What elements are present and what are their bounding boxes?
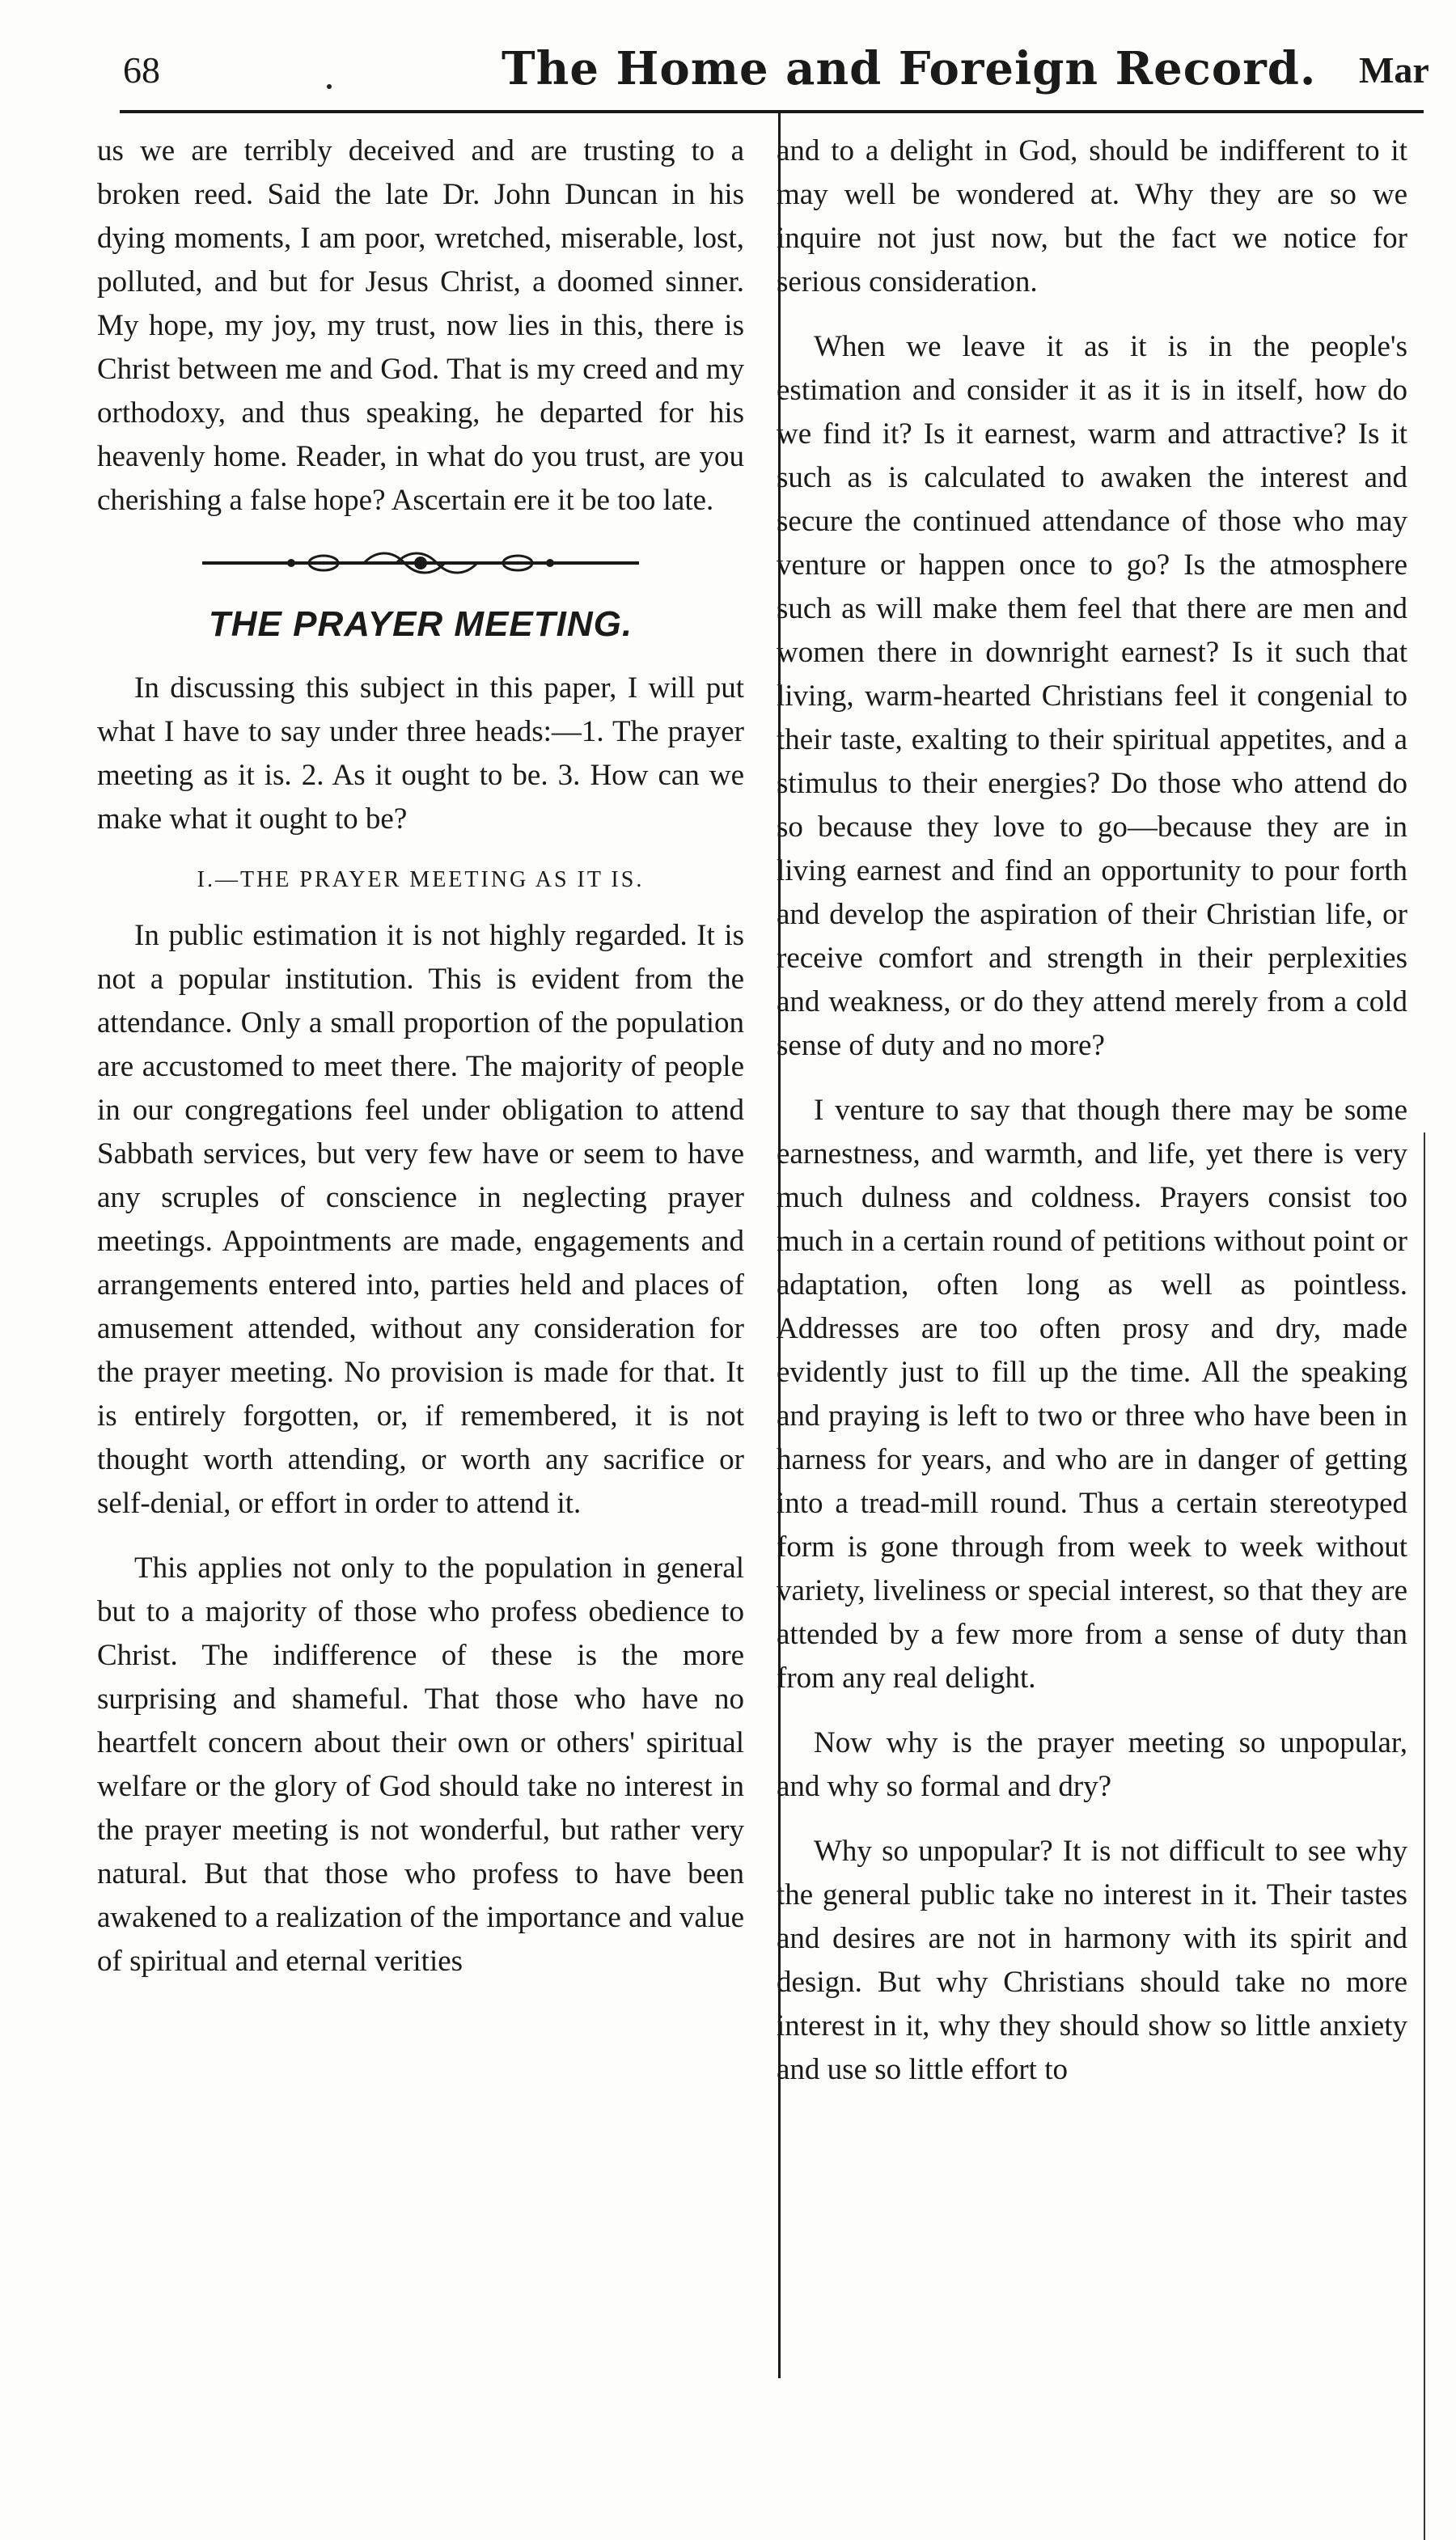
paragraph: When we leave it as it is in the people's estimation and consider it as it is in itself, how do we find it? Is it earnest, warm and attractive? Is it such as is calculated to awaken the interest and secure the continued attendance of those who may venture or happen once to go? Is the atmosphere such as will make them feel that there are men and women there in downright earnest? Is it such that living, warm-hearted Christians feel it congenial to their taste, exalting to their spiritual appetites, and a stimulus to their energies? Do those who attend do so because they love to go—because they are in living earnest and find an opportunity to pour forth and develop the aspiration of their Christian life, or receive comfort and strength in their perplexities and weakness, or do they attend merely from a cold sense of duty and no more? [777,330,1407,1062]
header-rule [120,110,1424,113]
article-title: THE PRAYER MEETING. [208,604,633,644]
paragraph: I venture to say that though there may be some earnestness, and warmth, and life, yet there is very much dulness and coldness. Prayers consist too much in a certain round of petitions without point or adaptation, often long as well as pointless. Addresses are too often prosy and dry, made evidently just to fill up the time. All the speaking and praying is left to two or three who have been in harness for years, and who are in danger of getting into a tread-mill round. Thus a certain stereotyped form is gone through from week to week without variety, liveliness or special interest, so that they are attended by a few more from a sense of duty than from any real delight. [777,1094,1407,1695]
section-title: I.—THE PRAYER MEETING AS IT IS. [197,867,645,892]
paragraph: Why so unpopular? It is not difficult to see why the general public take no interest in it. Their tastes and desires are not in harmony with its spirit and design. But why Christians should take no more interest in it, why they should show so little anxiety and use so little effort to [777,1835,1407,2086]
paragraph: In public estimation it is not highly regarded. It is not a popular institution. This is evident from the attendance. Only a small proportion of the population are accustomed to meet there. The majority of people in our congregations feel under obligation to attend Sabbath services, but very few have or seem to have any scruples of conscience in neglecting prayer meetings. Appointments are made, engagements and arrangements entered into, parties held and places of amusement attended, without any consideration for the prayer meeting. No provision is made for that. It is entirely forgotten, or, if remembered, it is not thought worth attending, or worth any sacrifice or self-denial, or effort in order to attend it. [97,919,744,1520]
ink-dot [327,84,332,89]
journal-title: The Home and Foreign Record. [502,42,1317,95]
paragraph: In discussing this subject in this paper, I will put what I have to say under three heads:—1. The prayer meeting as it is. 2. As it ought to be. 3. How can we make what it ought to be? [97,671,744,836]
page-number: 68 [123,49,160,91]
page-header [0,0,1456,121]
page-edge-rule [1424,1132,1425,2540]
issue-month: Mar [1359,49,1429,91]
paragraph: Now why is the prayer meeting so unpopular, and why so formal and dry? [777,1726,1407,1803]
paragraph-continued: and to a delight in God, should be indifferent to it may well be wondered at. Why they are so we inquire not just now, but the fact we notice for serious consideration. [777,134,1407,298]
paragraph: This applies not only to the population in general but to a majority of those who profess obedience to Christ. The indifference of these is the more surprising and shameful. That those who have no heartfelt concern about their own or others' spiritual welfare or the glory of God should take no interest in the prayer meeting is not wonderful, but rather very natural. But that those who profess to have been awakened to a realization of the importance and value of spiritual and eternal verities [97,1552,744,1978]
ornamental-divider [202,547,639,579]
left-column [97,129,744,2004]
right-column [777,129,1407,2113]
paragraph-continued: us we are terribly deceived and are trusting to a broken reed. Said the late Dr. John Duncan in his dying moments, I am poor, wretched, miserable, lost, polluted, and but for Jesus Christ, a doomed sinner. My hope, my joy, my trust, now lies in this, there is Christ between me and God. That is my creed and my orthodoxy, and thus speaking, he departed for his heavenly home. Reader, in what do you trust, are you cherishing a false hope? Ascertain ere it be too late. [97,134,744,517]
